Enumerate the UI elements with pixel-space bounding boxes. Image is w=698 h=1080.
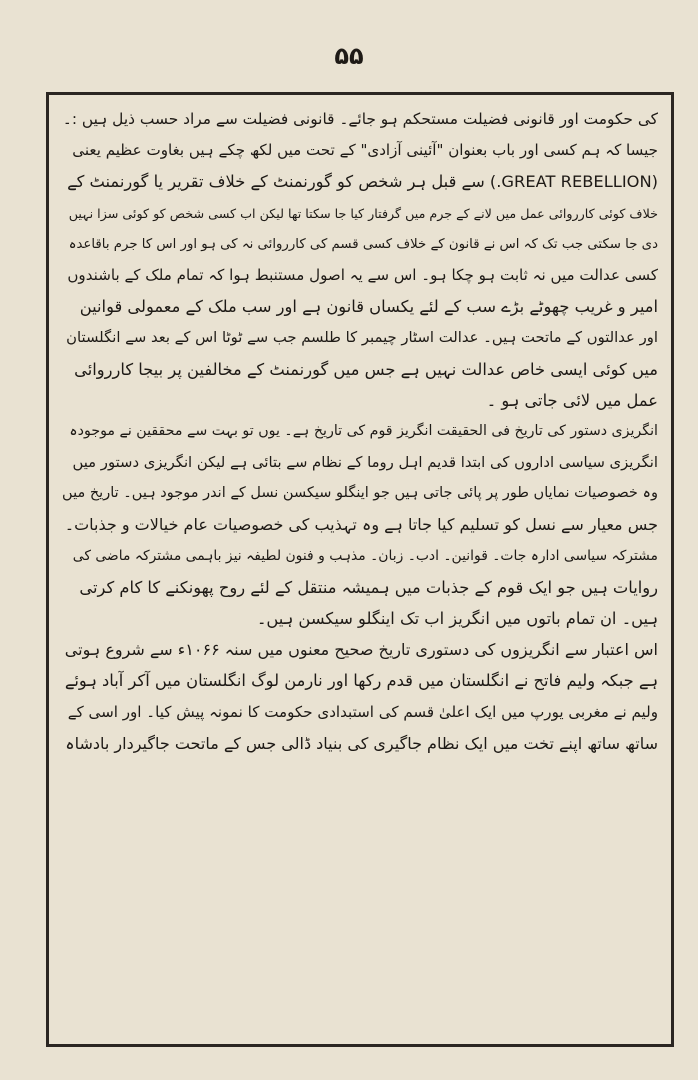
- page-number: ۵۵: [334, 42, 364, 70]
- text-line: ساتھ ساتھ اپنے تخت میں ایک نظام جاگیری کی بنیاد ڈالی جس کے ماتحت جاگیردار بادشاہ: [65, 733, 658, 753]
- text-line: انگریزی سیاسی اداروں کی ابتدا قدیم اہل روما کے نظام سے بتائی ہے لیکن انگریزی دستور میں: [72, 454, 658, 472]
- text-line: کسی عدالت میں نہ ثابت ہو چکا ہو۔ اس سے یہ اصول مستنبط ہوا کہ تمام ملک کے باشندوں: [67, 265, 658, 284]
- text-line: عمل میں لائی جاتی ہو ۔: [486, 390, 658, 410]
- text-line: وہ خصوصیات نمایاں طور پر پائی جاتی ہیں جو اینگلو سیکسن نسل کے اندر موجود ہیں۔ تاریخ میں: [62, 485, 658, 502]
- text-line: میں کوئی ایسی خاص عدالت نہیں ہے جس میں گورنمنٹ کے مخالفین پر بیجا کارروائی: [74, 359, 658, 379]
- text-line: دی جا سکتی جب تک کہ اس نے قانون کے خلاف کسی قسم کی کارروائی نہ کی ہو اور اس کا جرم باقاعدہ: [68, 236, 658, 252]
- text-line: اور عدالتوں کے ماتحت ہیں۔ عدالت اسٹار چیمبر کا طلسم جب سے ٹوٹا اس کے بعد سے انگلستان: [66, 329, 658, 347]
- text-line: ہیں۔ ان تمام باتوں میں انگریز اب تک اینگلو سیکسن ہیں۔: [256, 609, 658, 628]
- text-line: انگریزی دستور کی تاریخ فی الحقیقت انگریز قوم کی تاریخ ہے۔ یوں تو بہت سے محققین نے موجودہ: [69, 422, 658, 439]
- text-line: امیر و غریب چھوٹے بڑے سب کے لئے یکساں قانون ہے اور سب ملک کے معمولی قوانین: [79, 297, 658, 317]
- text-line: مشترکہ سیاسی ادارہ جات۔ قوانین۔ ادب۔ زبان۔ مذہب و فنون لطیفہ نیز باہمی مشترکہ ماضی کی: [72, 547, 658, 564]
- text-line: روایات ہیں جو ایک قوم کے جذبات میں ہمیشہ منتقل کے لئے روح پھونکنے کا کام کرتی: [79, 577, 658, 597]
- text-line: کی حکومت اور قانونی فضیلت مستحکم ہو جائے۔ قانونی فضیلت سے مراد حسب ذیل ہیں :۔: [62, 110, 658, 128]
- text-line: ولیم نے مغربی یورپ میں ایک اعلیٰ قسم کی استبدادی حکومت کا نمونہ پیش کیا۔ اور اسی کے: [67, 702, 658, 721]
- text-line: (GREAT REBELLION.) سے قبل ہر شخص کو گورنمنٹ کے خلاف تقریر یا گورنمنٹ کے: [67, 172, 658, 192]
- text-line: ہے جبکہ ولیم فاتح نے انگلستان میں قدم رکھا اور نارمن لوگ انگلستان میں آکر آباد ہوئے: [64, 671, 658, 691]
- text-line: جس معیار سے نسل کو تسلیم کیا جاتا ہے وہ تہذیب کی خصوصیات عام خیالات و جذبات۔: [64, 515, 658, 535]
- text-line: خلاف کوئی کارروائی عمل میں لانے کے جرم میں گرفتار کیا جا سکتا تھا لیکن اب کسی شخص کو کوئی سزا نہیں: [68, 205, 658, 221]
- body-text: [62, 104, 658, 1040]
- text-line: اس اعتبار سے انگریزوں کی دستوری تاریخ صحیح معنوں میں سنہ ۱۰۶۶ء سے شروع ہوتی: [64, 640, 658, 660]
- text-line: جیسا کہ ہم کسی اور باب بعنوان "آئینی آزادی" کے تحت میں لکھ چکے ہیں بغاوت عظیم یعنی: [72, 141, 658, 160]
